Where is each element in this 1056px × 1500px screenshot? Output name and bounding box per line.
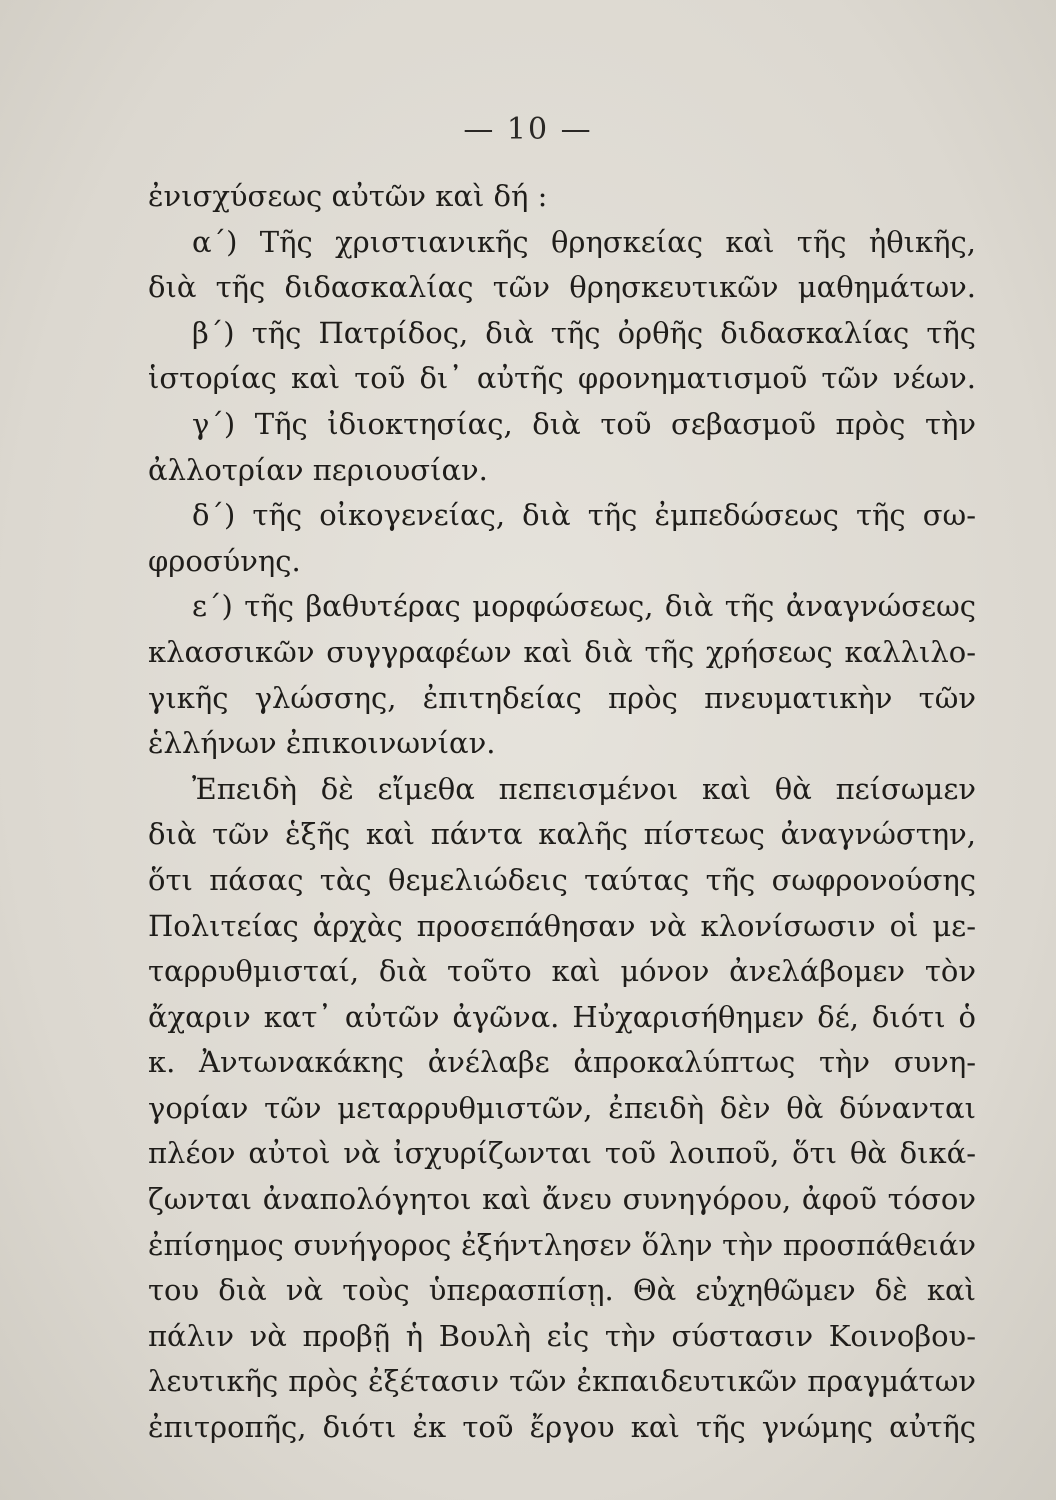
text-line: ἄχαριν κατ᾽ αὐτῶν ἀγῶνα. Ηὐχαρισήθημεν δέ, διότι ὁ (148, 999, 976, 1034)
text-line: ταρρυθμισταί, διὰ τοῦτο καὶ μόνον ἀνελάβομεν τὸν (148, 954, 976, 989)
text-line: γικῆς γλώσσης, ἐπιτηδείας πρὸς πνευματικὴν τῶν (148, 680, 976, 715)
body-text (148, 174, 976, 1451)
text-line: ἐνισχύσεως αὐτῶν καὶ δή : (148, 179, 548, 213)
text-line: γ΄) Τῆς ἰδιοκτησίας, διὰ τοῦ σεβασμοῦ πρὸς τὴν (192, 406, 976, 441)
page-number: — 10 — (463, 112, 593, 147)
text-line: πλέον αὐτοὶ νὰ ἰσχυρίζωνται τοῦ λοιποῦ, ὅτι θὰ δικά- (148, 1136, 976, 1171)
text-line: φροσύνης. (148, 543, 301, 578)
text-line: λευτικῆς πρὸς ἐξέτασιν τῶν ἐκπαιδευτικῶν πραγμάτων (148, 1364, 976, 1399)
text-line: Ἐπειδὴ δὲ εἴμεθα πεπεισμένοι καὶ θὰ πείσωμεν (192, 771, 976, 806)
text-line: ἐπίσημος συνήγορος ἐξήντλησεν ὅλην τὴν προσπάθειάν (148, 1227, 976, 1262)
text-line: ἀλλοτρίαν περιουσίαν. (148, 452, 488, 487)
text-line: ἑλλήνων ἐπικοινωνίαν. (148, 726, 496, 761)
text-line: ζωνται ἀναπολόγητοι καὶ ἄνευ συνηγόρου, ἀφοῦ τόσον (148, 1182, 976, 1217)
text-line: ὅτι πάσας τὰς θεμελιώδεις ταύτας τῆς σωφρονούσης (148, 862, 976, 897)
text-line: κλασσικῶν συγγραφέων καὶ διὰ τῆς χρήσεως καλλιλο- (148, 634, 976, 669)
text-line: ε΄) τῆς βαθυτέρας μορφώσεως, διὰ τῆς ἀναγνώσεως (192, 589, 976, 624)
text-line: δ΄) τῆς οἰκογενείας, διὰ τῆς ἐμπεδώσεως τῆς σω- (192, 498, 976, 533)
text-line: β΄) τῆς Πατρίδος, διὰ τῆς ὀρθῆς διδασκαλίας τῆς (192, 315, 976, 350)
text-line: ἱστορίας καὶ τοῦ δι᾽ αὐτῆς φρονηματισμοῦ τῶν νέων. (148, 361, 976, 396)
text-line: α΄) Τῆς χριστιανικῆς θρησκείας καὶ τῆς ἠθικῆς, (192, 224, 976, 259)
text-line: κ. Ἀντωνακάκης ἀνέλαβε ἀπροκαλύπτως τὴν συνη- (148, 1045, 976, 1080)
text-line: γορίαν τῶν μεταρρυθμιστῶν, ἐπειδὴ δὲν θὰ δύνανται (148, 1090, 976, 1125)
text-line: πάλιν νὰ προβῇ ἡ Βουλὴ εἰς τὴν σύστασιν Κοινοβου- (148, 1318, 976, 1353)
text-line: Πολιτείας ἀρχὰς προσεπάθησαν νὰ κλονίσωσιν οἱ με- (148, 908, 976, 943)
text-line: διὰ τῶν ἑξῆς καὶ πάντα καλῆς πίστεως ἀναγνώστην, (148, 817, 976, 852)
text-line: ἐπιτροπῆς, διότι ἐκ τοῦ ἔργου καὶ τῆς γνώμης αὐτῆς (148, 1410, 976, 1445)
text-line: του διὰ νὰ τοὺς ὑπερασπίσῃ. Θὰ εὐχηθῶμεν δὲ καὶ (148, 1273, 976, 1308)
text-line: διὰ τῆς διδασκαλίας τῶν θρησκευτικῶν μαθημάτων. (148, 270, 976, 305)
